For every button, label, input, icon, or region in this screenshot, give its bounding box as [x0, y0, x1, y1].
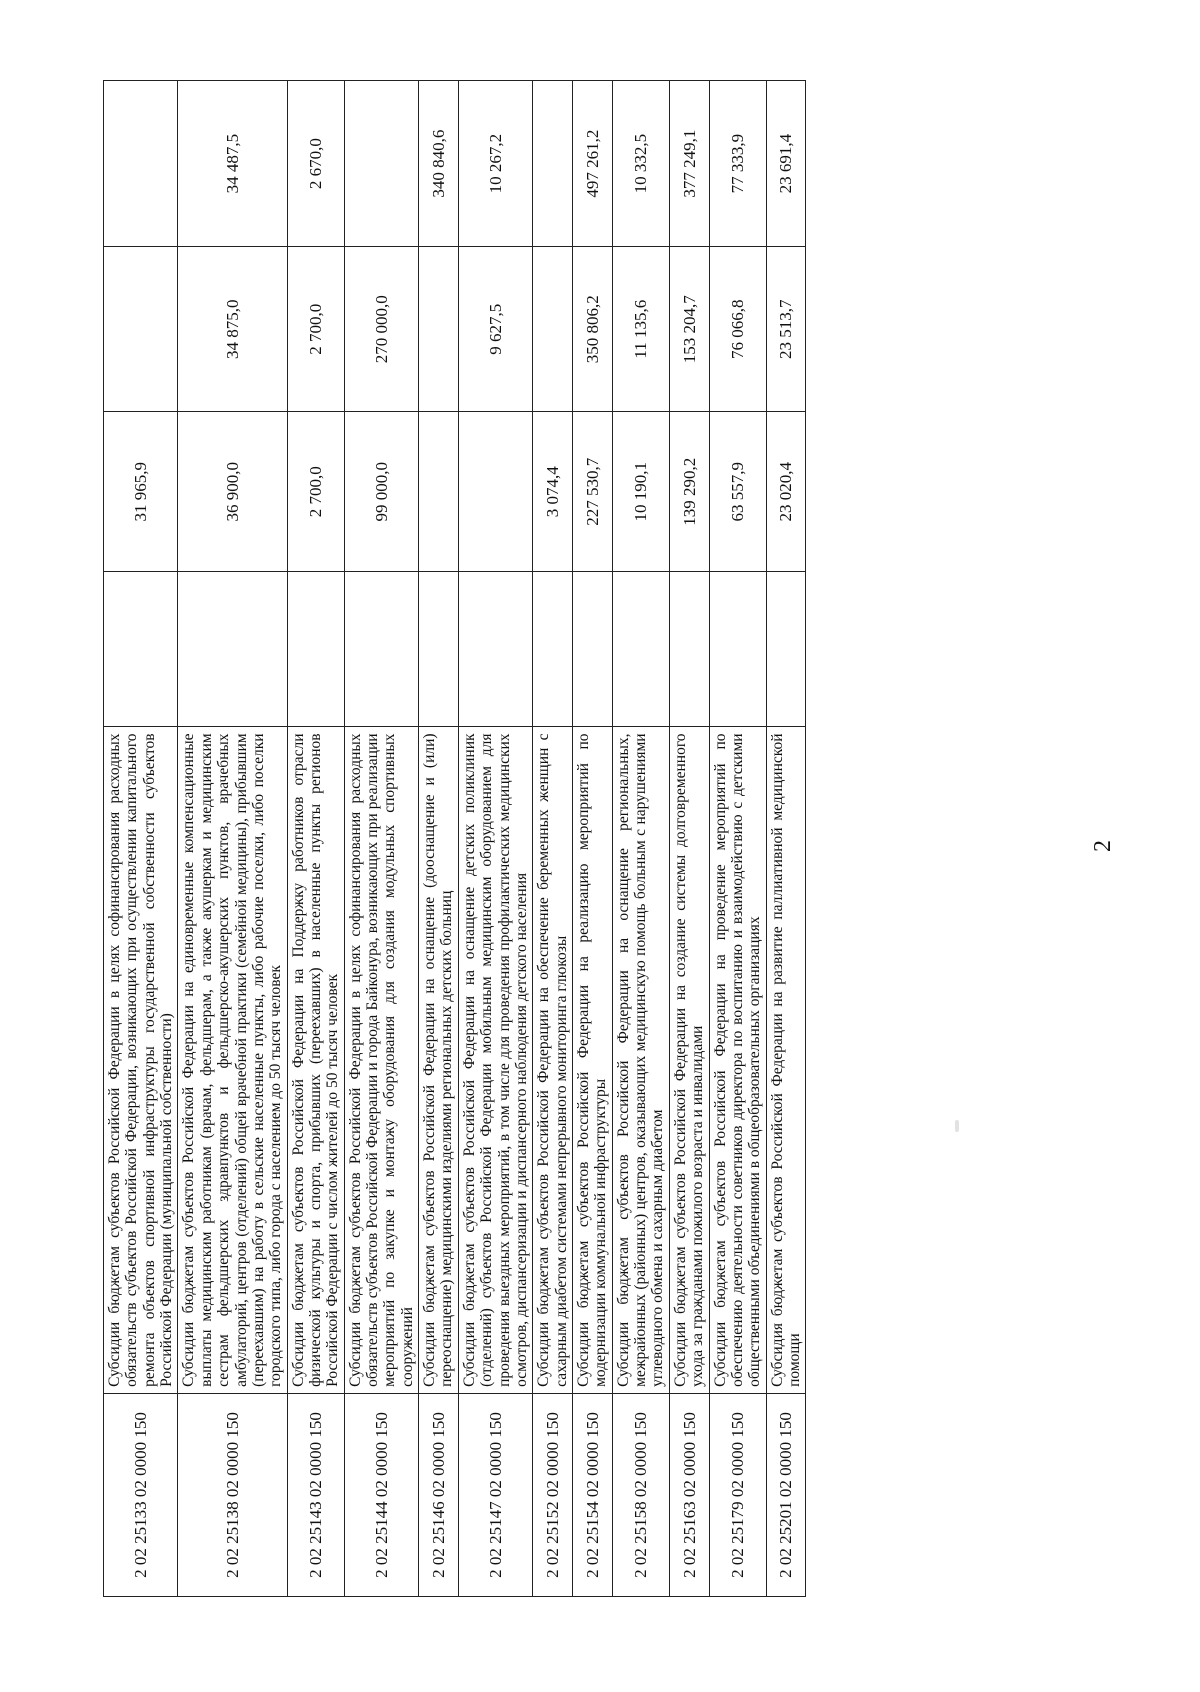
table-row: [458, 81, 532, 1597]
subsidy-name-cell: Субсидии бюджетам субъектов Российской Федерации на обеспечение беременных женщин с сахарным диабетом системами непрерывного мониторинга глюкозы: [533, 727, 573, 1393]
subsidy-name-cell: Субсидии бюджетам субъектов Российской Федерации на оснащение детских поликлиник (отделений) субъектов Российской Федерации мобильным медицинским оборудованием для проведения выездных мероприятий, в том числе для проведения профилактических медицинских осмотров, диспансеризации и диспансерного наблюдения детского населения: [458, 727, 532, 1393]
value-cell-1: [709, 572, 766, 727]
subsidy-name-cell: Субсидии бюджетам субъектов Российской Федерации на единовременные компенсационные выплаты медицинским работникам (врачам, фельдшерам, а также акушеркам и медицинским сестрам фельдшерских здравпунктов и фельдшерско-акушерских пунктов, врачебных амбулаторий, центров (отделений) общей врачебной практики (семейной медицины), прибывшим (переехавшим) на работу в сельские населенные пункты, либо рабочие поселки, либо поселки городского типа, либо города с населением до 50 тысяч человек: [178, 727, 287, 1393]
table-row: [104, 81, 178, 1597]
subsidy-name-cell: Субсидии бюджетам субъектов Российской Федерации на Поддержку работников отрасли физической культуры и спорта, прибывших (переехавших) в населенные пункты регионов Российской Федерации с числом жителей до 50 тысяч человек: [287, 727, 344, 1393]
table-row: [178, 81, 287, 1597]
value-cell-3: 11 135,6: [612, 247, 669, 412]
value-cell-2: 227 530,7: [572, 412, 612, 572]
subsidy-name-cell: Субсидия бюджетам субъектов Российской Федерации на развитие паллиативной медицинской помощи: [766, 727, 806, 1393]
table-body: [104, 81, 806, 1597]
subsidy-name-cell: Субсидии бюджетам субъектов Российской Федерации на реализацию мероприятий по модернизации коммунальной инфраструктуры: [572, 727, 612, 1393]
value-cell-4: 10 267,2: [458, 81, 532, 247]
value-cell-2: 2 700,0: [287, 412, 344, 572]
scan-speck: [955, 1120, 959, 1132]
value-cell-3: 23 513,7: [766, 247, 806, 412]
value-cell-1: [612, 572, 669, 727]
value-cell-4: 497 261,2: [572, 81, 612, 247]
value-cell-3: 153 204,7: [669, 247, 709, 412]
value-cell-4: [104, 81, 178, 247]
value-cell-2: 99 000,0: [344, 412, 418, 572]
value-cell-1: [419, 572, 459, 727]
value-cell-1: [178, 572, 287, 727]
value-cell-2: 3 074,4: [533, 412, 573, 572]
value-cell-2: [419, 412, 459, 572]
budget-code-cell: 2 02 25201 02 0000 150: [766, 1393, 806, 1596]
budget-code-cell: 2 02 25179 02 0000 150: [709, 1393, 766, 1596]
value-cell-4: [533, 81, 573, 247]
budget-code-cell: 2 02 25154 02 0000 150: [572, 1393, 612, 1596]
subsidy-name-cell: Субсидии бюджетам субъектов Российской Федерации на оснащение региональных, межрайонных (районных) центров, оказывающих медицинскую помощь больным с нарушениями углеводного обмена и сахарным диабетом: [612, 727, 669, 1393]
budget-code-cell: 2 02 25138 02 0000 150: [178, 1393, 287, 1596]
table-row: [419, 81, 459, 1597]
value-cell-1: [572, 572, 612, 727]
value-cell-3: 2 700,0: [287, 247, 344, 412]
value-cell-1: [287, 572, 344, 727]
table-row: [344, 81, 418, 1597]
value-cell-3: 34 875,0: [178, 247, 287, 412]
budget-table: [103, 80, 806, 1597]
value-cell-3: [104, 247, 178, 412]
value-cell-4: 23 691,4: [766, 81, 806, 247]
subsidy-name-cell: Субсидии бюджетам субъектов Российской Федерации на создание системы долговременного ухода за гражданами пожилого возраста и инвалидами: [669, 727, 709, 1393]
value-cell-3: 270 000,0: [344, 247, 418, 412]
value-cell-1: [766, 572, 806, 727]
value-cell-3: [533, 247, 573, 412]
value-cell-1: [458, 572, 532, 727]
value-cell-2: 63 557,9: [709, 412, 766, 572]
table-row: [766, 81, 806, 1597]
value-cell-3: 76 066,8: [709, 247, 766, 412]
budget-code-cell: 2 02 25152 02 0000 150: [533, 1393, 573, 1596]
value-cell-2: 31 965,9: [104, 412, 178, 572]
value-cell-2: 10 190,1: [612, 412, 669, 572]
page-number: 2: [1090, 840, 1116, 852]
value-cell-1: [669, 572, 709, 727]
budget-code-cell: 2 02 25158 02 0000 150: [612, 1393, 669, 1596]
value-cell-4: [344, 81, 418, 247]
value-cell-2: 23 020,4: [766, 412, 806, 572]
value-cell-1: [533, 572, 573, 727]
subsidy-name-cell: Субсидии бюджетам субъектов Российской Федерации в целях софинансирования расходных обязательств субъектов Российской Федерации и города Байконура, возникающих при реализации мероприятий по закупке и монтажу оборудования для создания модульных спортивных сооружений: [344, 727, 418, 1393]
budget-code-cell: 2 02 25144 02 0000 150: [344, 1393, 418, 1596]
value-cell-4: 34 487,5: [178, 81, 287, 247]
budget-code-cell: 2 02 25143 02 0000 150: [287, 1393, 344, 1596]
budget-code-cell: 2 02 25146 02 0000 150: [419, 1393, 459, 1596]
budget-code-cell: 2 02 25163 02 0000 150: [669, 1393, 709, 1596]
value-cell-4: 2 670,0: [287, 81, 344, 247]
value-cell-2: 139 290,2: [669, 412, 709, 572]
value-cell-3: 9 627,5: [458, 247, 532, 412]
value-cell-3: 350 806,2: [572, 247, 612, 412]
table-row: [572, 81, 612, 1597]
table-row: [669, 81, 709, 1597]
subsidy-name-cell: Субсидии бюджетам субъектов Российской Федерации на проведение мероприятий по обеспечению деятельности советников директора по воспитанию и взаимодействию с детскими общественными объединениями в общеобразовательных организациях: [709, 727, 766, 1393]
value-cell-1: [104, 572, 178, 727]
table-row: [612, 81, 669, 1597]
subsidy-name-cell: Субсидии бюджетам субъектов Российской Федерации в целях софинансирования расходных обязательств субъектов Российской Федерации, возникающих при осуществлении капитального ремонта объектов спортивной инфраструктуры государственной собственности субъектов Российской Федерации (муниципальной собственности): [104, 727, 178, 1393]
value-cell-2: 36 900,0: [178, 412, 287, 572]
value-cell-2: [458, 412, 532, 572]
table-row: [533, 81, 573, 1597]
budget-code-cell: 2 02 25133 02 0000 150: [104, 1393, 178, 1596]
value-cell-3: [419, 247, 459, 412]
value-cell-4: 340 840,6: [419, 81, 459, 247]
value-cell-4: 377 249,1: [669, 81, 709, 247]
value-cell-4: 10 332,5: [612, 81, 669, 247]
value-cell-1: [344, 572, 418, 727]
budget-code-cell: 2 02 25147 02 0000 150: [458, 1393, 532, 1596]
table-row: [709, 81, 766, 1597]
table-row: [287, 81, 344, 1597]
value-cell-4: 77 333,9: [709, 81, 766, 247]
subsidy-name-cell: Субсидии бюджетам субъектов Российской Федерации на оснащение (дооснащение и (или) переоснащение) медицинскими изделиями региональных детских больниц: [419, 727, 459, 1393]
